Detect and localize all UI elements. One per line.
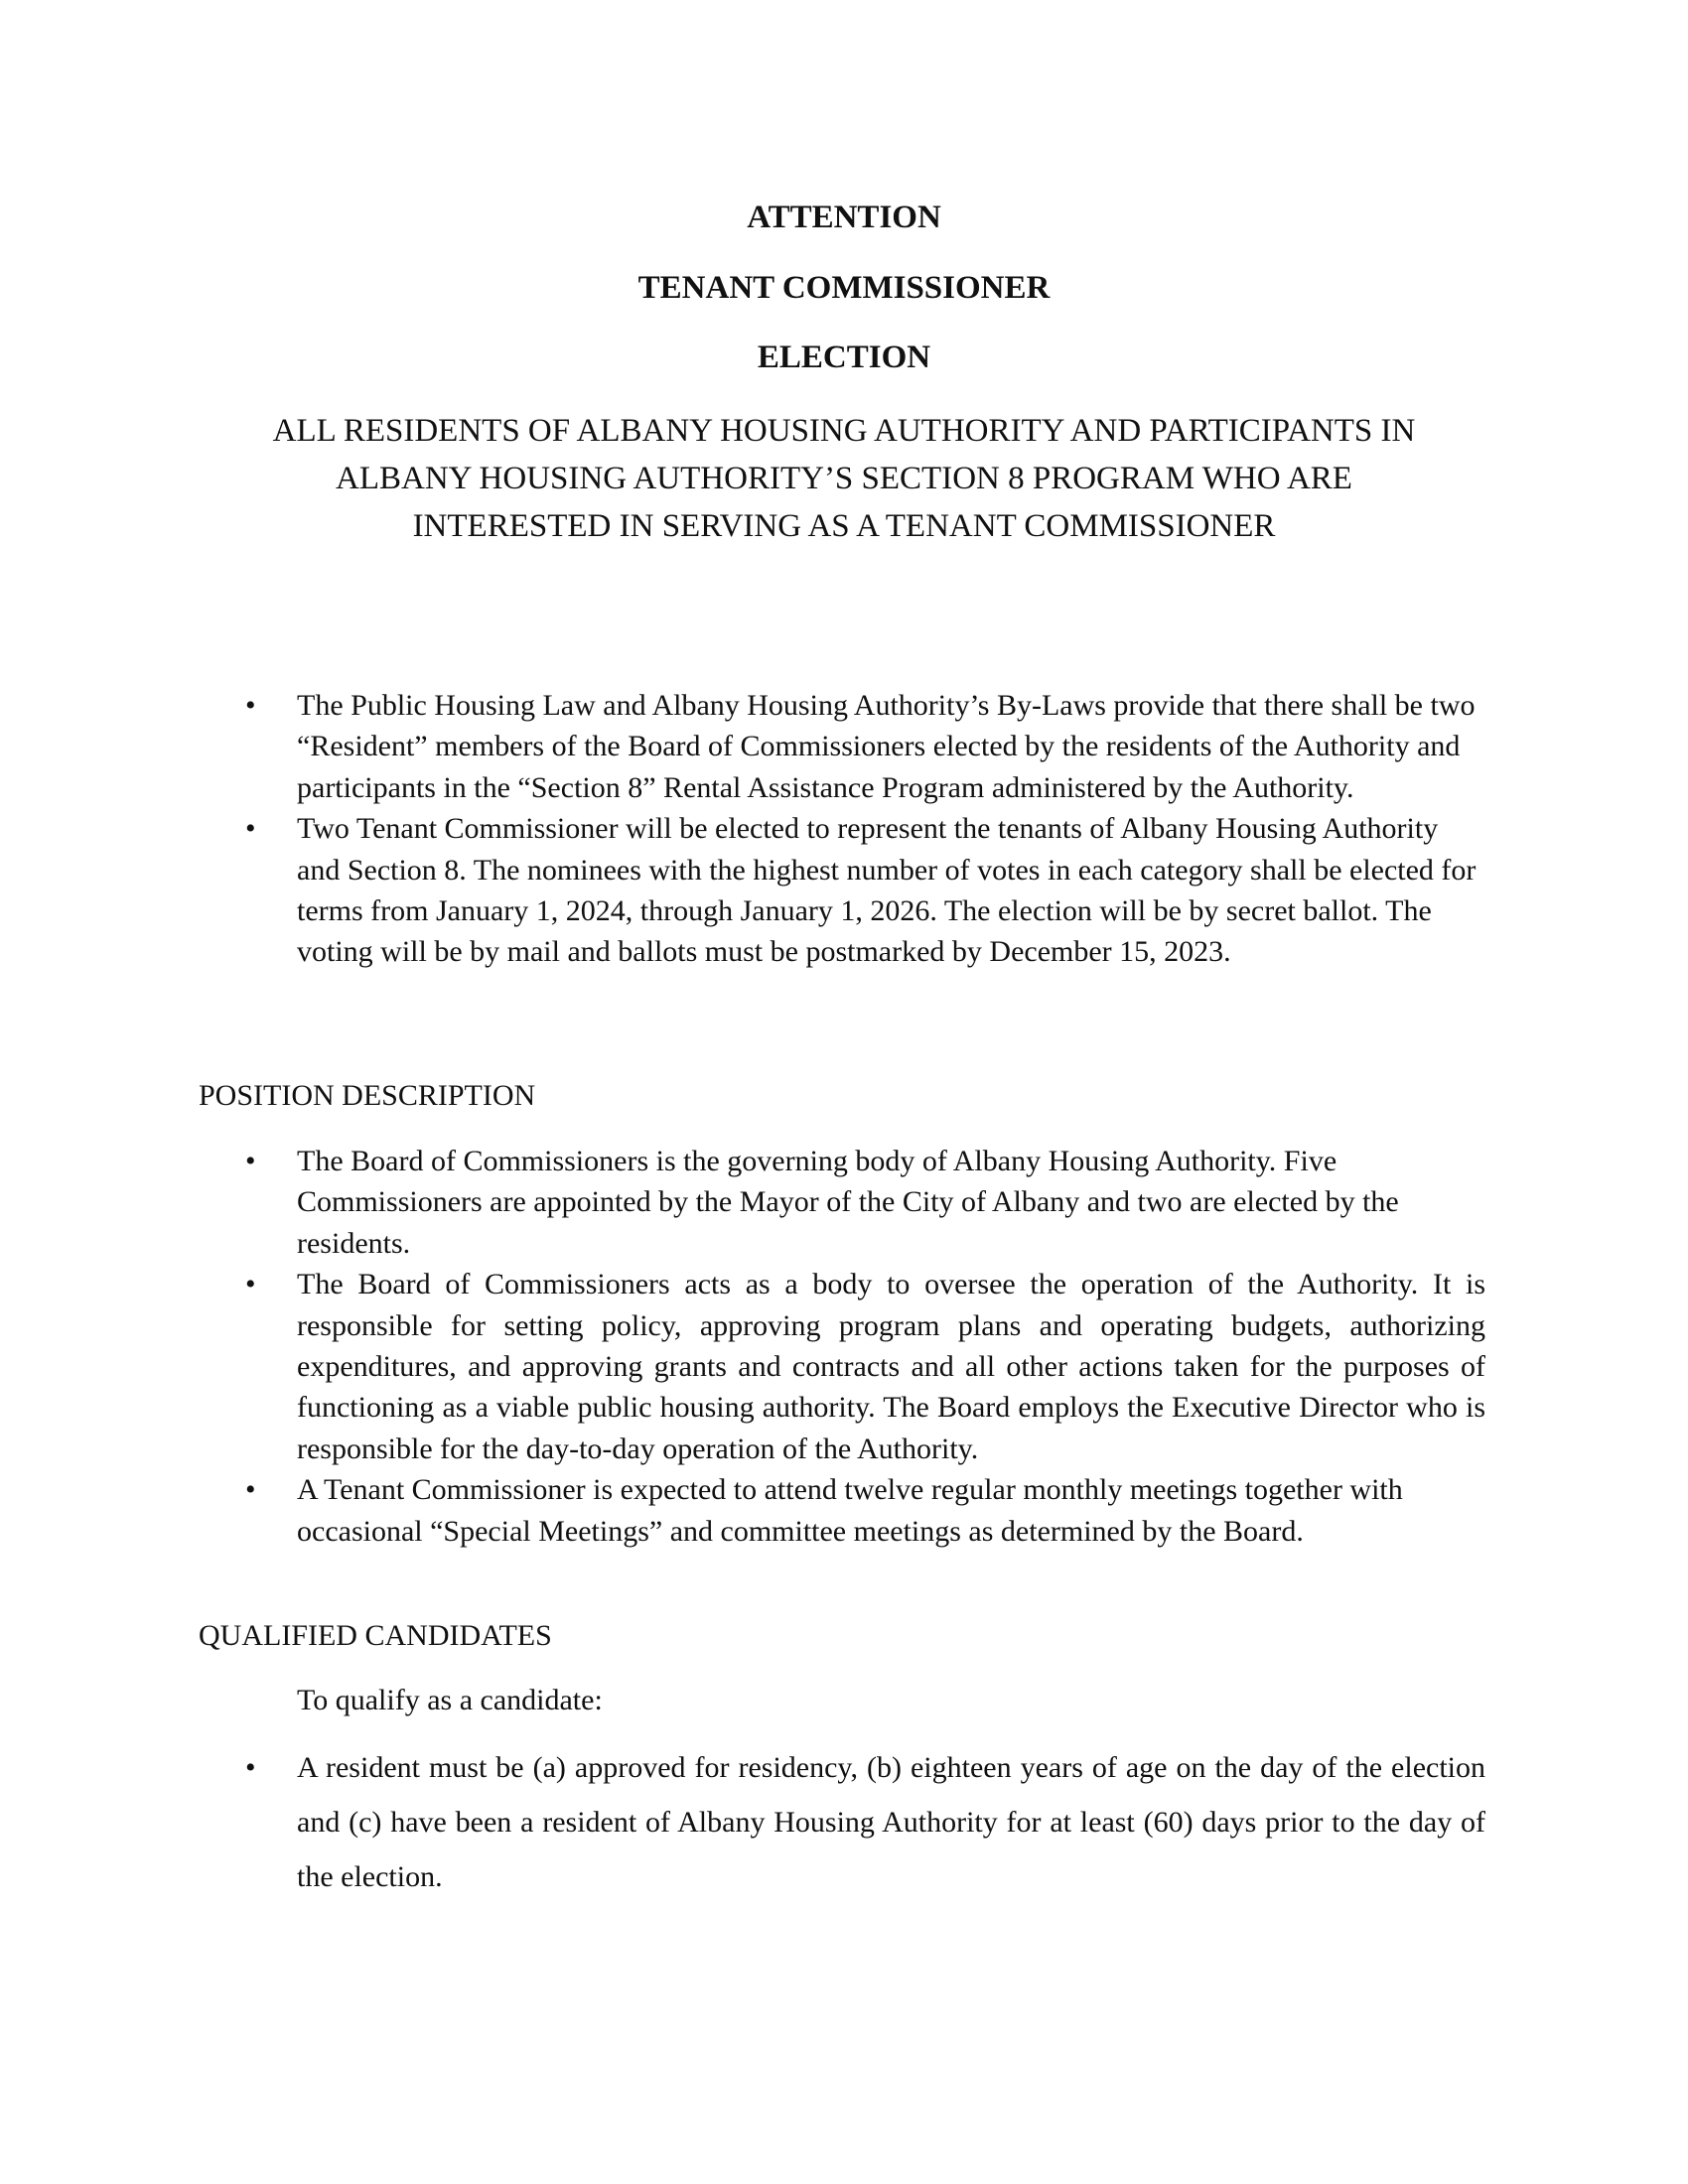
qualified-candidates-list — [0, 1740, 1485, 1904]
list-item-text: The Board of Commissioners acts as a body to oversee the operation of the Authority. It is responsible for setting policy, approving program plans and operating budgets, authorizing expenditures, and approving grants and contracts and all other actions taken for the purposes of functioning as a viable public housing authority. The Board employs the Executive Director who is responsible for the day-to-day operation of the Authority. — [297, 1268, 1485, 1465]
bullet-icon: • — [245, 1473, 256, 1507]
bullet-icon: • — [245, 812, 256, 846]
intro-bullet-list — [0, 685, 1485, 973]
bullet-icon: • — [245, 1268, 256, 1301]
qualified-candidates-heading: QUALIFIED CANDIDATES — [199, 1619, 552, 1652]
bullet-icon: • — [245, 689, 256, 722]
heading-election: ELECTION — [757, 340, 931, 375]
qualify-intro-text: To qualify as a candidate: — [297, 1684, 603, 1716]
list-item-text: A resident must be (a) approved for residency, (b) eighteen years of age on the day of the election and (c) have been a resident of Albany Housing Authority for at least (60) days prior to the day of the election. — [297, 1751, 1485, 1893]
position-description-list — [0, 1141, 1485, 1552]
list-item-text: The Public Housing Law and Albany Housing Authority’s By-Laws provide that there shall be two “Resident” members of the Board of Commissioners elected by the residents of the Authority and participants in the “Section 8” Rental Assistance Program administered by the Authority. — [297, 689, 1476, 804]
bullet-icon: • — [245, 1751, 256, 1784]
list-item — [0, 1264, 1485, 1469]
list-item — [0, 1740, 1485, 1904]
list-item — [0, 1469, 1485, 1552]
list-item — [0, 1141, 1485, 1264]
list-item-text: A Tenant Commissioner is expected to attend twelve regular monthly meetings together with occasional “Special Meetings” and committee meetings as determined by the Board. — [297, 1473, 1403, 1548]
list-item-text: The Board of Commissioners is the governing body of Albany Housing Authority. Five Commissioners are appointed by the Mayor of the City of Albany and two are elected by the residents. — [297, 1145, 1399, 1260]
subheading-all-residents: ALL RESIDENTS OF ALBANY HOUSING AUTHORITY AND PARTICIPANTS IN ALBANY HOUSING AUTHORITY’S SECTION 8 PROGRAM WHO ARE INTERESTED IN SERVING AS A TENANT COMMISSIONER — [272, 413, 1416, 544]
heading-tenant-commissioner: TENANT COMMISSIONER — [637, 270, 1051, 306]
list-item-text: Two Tenant Commissioner will be elected to represent the tenants of Albany Housing Authority and Section 8. The nominees with the highest number of votes in each category shall be elected for terms from January 1, 2024, through January 1, 2026. The election will be by secret ballot. The voting will be by mail and ballots must be postmarked by December 15, 2023. — [297, 812, 1477, 969]
list-item — [0, 685, 1485, 808]
heading-attention: ATTENTION — [747, 200, 941, 235]
bullet-icon: • — [245, 1145, 256, 1177]
position-description-heading: POSITION DESCRIPTION — [199, 1079, 536, 1112]
list-item — [0, 808, 1485, 973]
